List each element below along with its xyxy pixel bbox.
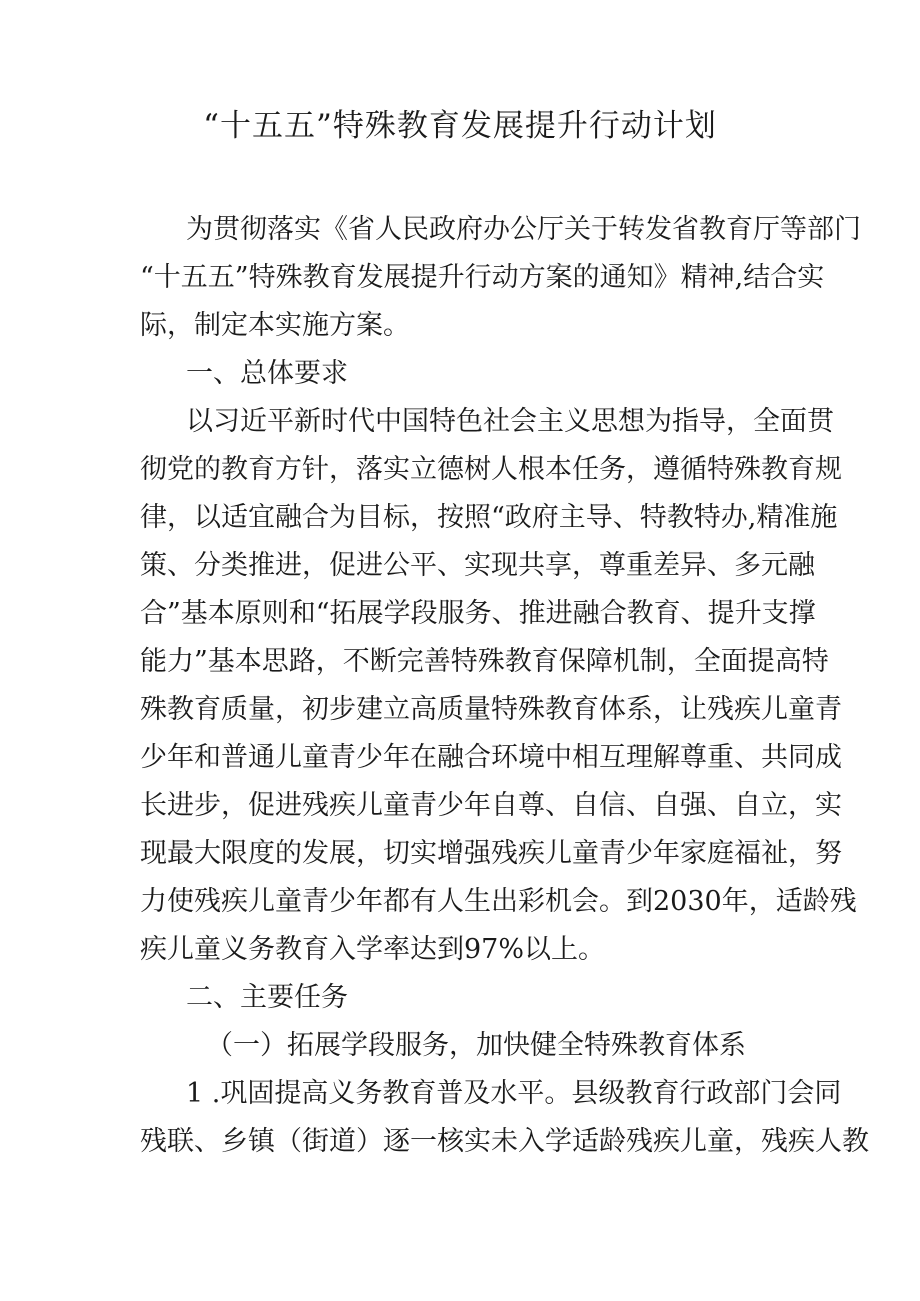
paragraph-line: 少年和普通儿童青少年在融合环境中相互理解尊重、共同成 <box>140 742 842 773</box>
paragraph-line: 疾儿童义务教育入学率达到97%以上。 <box>140 934 606 965</box>
paragraph-line: 能力”基本思路，不断完善特殊教育保障机制，全面提高特 <box>140 646 829 677</box>
paragraph-line: 现最大限度的发展，切实增强残疾儿童青少年家庭福祉，努 <box>140 838 842 869</box>
paragraph-line: 力使残疾儿童青少年都有人生出彩机会。到2030年，适龄残 <box>140 886 857 917</box>
paragraph-line: 律，以适宜融合为目标，按照“政府主导、特教特办,精准施 <box>140 502 838 533</box>
paragraph-line: 1 .巩固提高义务教育普及水平。县级教育行政部门会同 <box>186 1078 842 1109</box>
paragraph-line: 际，制定本实施方案。 <box>140 310 410 341</box>
section-heading: 一、总体要求 <box>186 358 348 389</box>
paragraph-line: 长进步，促进残疾儿童青少年自尊、自信、自强、自立，实 <box>140 790 842 821</box>
paragraph-line: 合”基本原则和“拓展学段服务、推进融合教育、提升支撑 <box>140 598 816 629</box>
paragraph-line: 彻党的教育方针，落实立德树人根本任务，遵循特殊教育规 <box>140 454 842 485</box>
paragraph-line: “十五五”特殊教育发展提升行动方案的通知》精神,结合实 <box>140 262 825 293</box>
paragraph-line: 为贯彻落实《省人民政府办公厅关于转发省教育厅等部门 <box>186 214 861 245</box>
paragraph-line: 以习近平新时代中国特色社会主义思想为指导，全面贯 <box>186 406 834 437</box>
paragraph-line: 殊教育质量，初步建立高质量特殊教育体系，让残疾儿童青 <box>140 694 842 725</box>
paragraph-line: 残联、乡镇（街道）逐一核实未入学适龄残疾儿童，残疾人教 <box>140 1126 869 1157</box>
document-title: “十五五”特殊教育发展提升行动计划 <box>203 108 717 144</box>
paragraph-line: 策、分类推进，促进公平、实现共享，尊重差异、多元融 <box>140 550 815 581</box>
subsection-heading: （一）拓展学段服务，加快健全特殊教育体系 <box>206 1030 746 1061</box>
section-heading: 二、主要任务 <box>186 982 348 1013</box>
